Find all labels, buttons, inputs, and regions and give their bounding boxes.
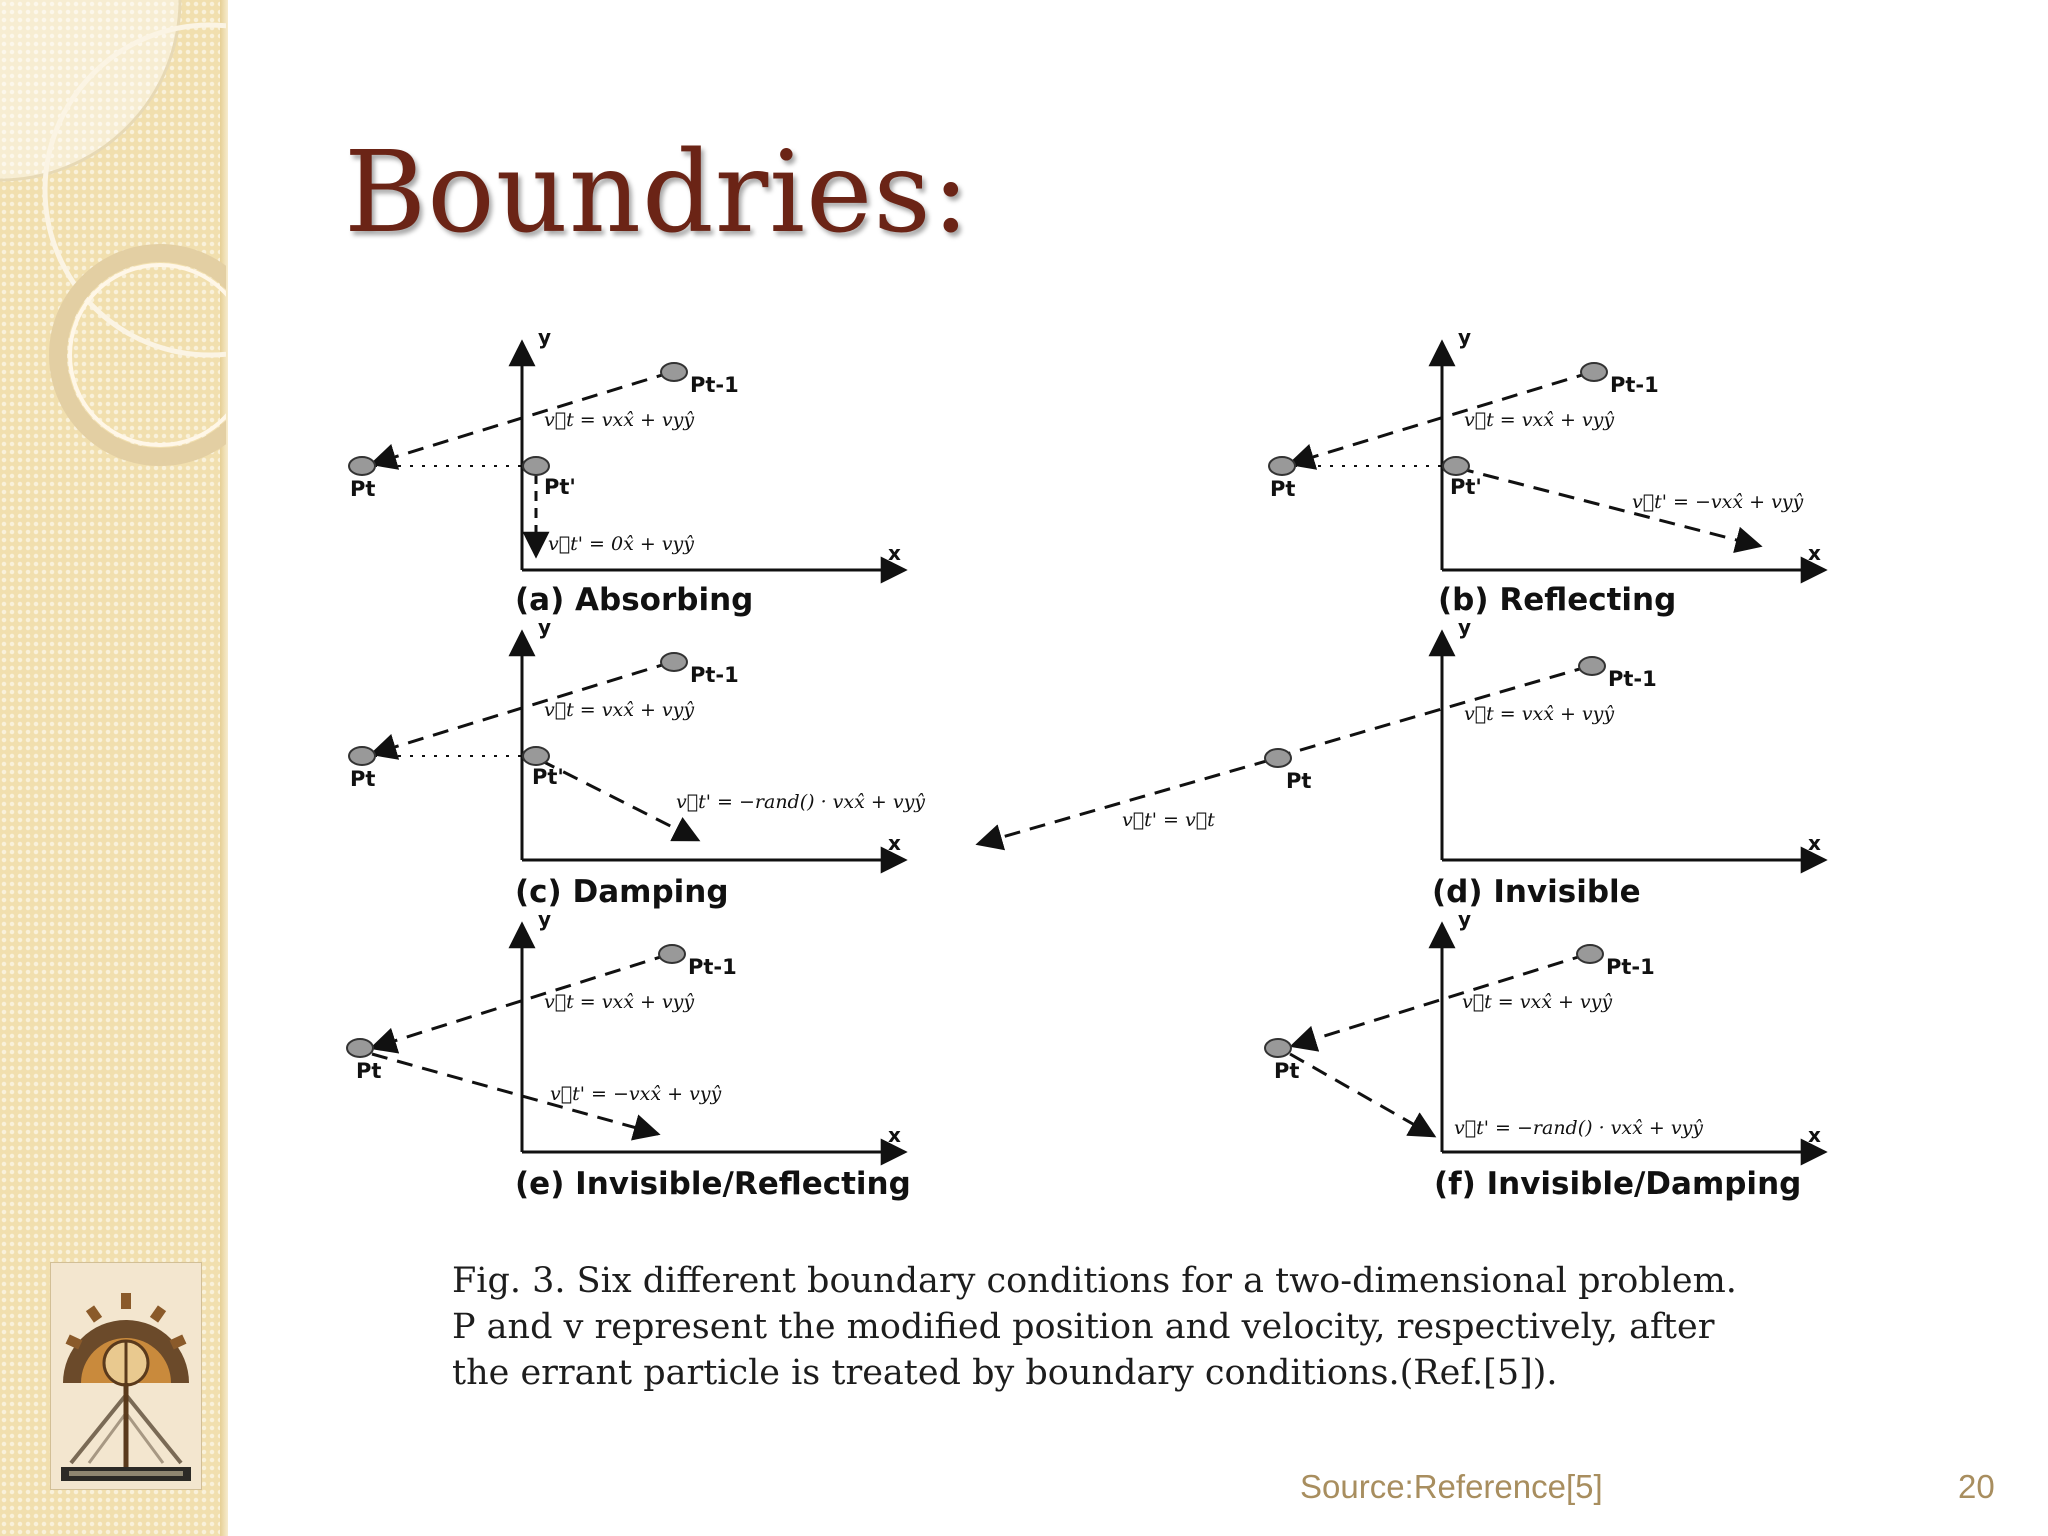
panel-label: (f) Invisible/Damping	[1434, 1166, 1802, 1202]
x-axis-label: x	[888, 1123, 901, 1147]
panel-reflecting	[1269, 325, 1825, 618]
label-p-prev: Pt-1	[690, 663, 739, 687]
equation-v-prime: v⃗t' = 0x̂ + vyŷ	[548, 533, 694, 555]
equation-v-t: v⃗t = vxx̂ + vyŷ	[1464, 703, 1615, 725]
panel-label: (c) Damping	[515, 874, 729, 910]
label-p-prev: Pt-1	[690, 373, 739, 397]
point-t-prime	[523, 457, 549, 475]
label-p-t: Pt	[1274, 1059, 1300, 1083]
panel-absorbing	[349, 325, 905, 618]
equation-v-prime: v⃗t' = −rand() · vxx̂ + vyŷ	[676, 791, 926, 813]
point-t	[1265, 749, 1291, 767]
point-t	[1265, 1039, 1291, 1057]
source-note: Source:Reference[5]	[1300, 1468, 1603, 1505]
point-prev	[661, 653, 687, 671]
y-axis-label: y	[1458, 615, 1472, 639]
label-p-prev: Pt-1	[1608, 667, 1657, 691]
panel-invisible-damping	[1265, 907, 1825, 1202]
label-p-t-prime: Pt'	[1450, 475, 1482, 499]
label-p-t: Pt	[356, 1059, 382, 1083]
equation-v-prime: v⃗t' = −vxx̂ + vyŷ	[550, 1083, 722, 1105]
x-axis-label: x	[1808, 831, 1821, 855]
equation-v-t: v⃗t = vxx̂ + vyŷ	[1462, 991, 1613, 1013]
equation-v-t: v⃗t = vxx̂ + vyŷ	[544, 991, 695, 1013]
point-t	[347, 1039, 373, 1057]
label-p-prev: Pt-1	[1610, 373, 1659, 397]
y-axis-label: y	[1458, 325, 1472, 349]
caption-line-2: P and v represent the modified position and velocity, respectively, after	[452, 1307, 1715, 1347]
caption-line-3: the errant particle is treated by boundary conditions.(Ref.[5]).	[452, 1353, 1558, 1393]
panel-label: (a) Absorbing	[515, 582, 754, 618]
point-t	[1269, 457, 1295, 475]
equation-v-t: v⃗t = vxx̂ + vyŷ	[1464, 409, 1615, 431]
label-p-t: Pt	[1286, 769, 1312, 793]
panel-damping	[349, 615, 925, 910]
equation-v-t: v⃗t = vxx̂ + vyŷ	[544, 699, 695, 721]
y-axis-label: y	[538, 325, 552, 349]
x-axis-label: x	[888, 831, 901, 855]
x-axis-label: x	[1808, 541, 1821, 565]
figure-caption	[452, 1258, 1852, 1396]
caption-line-1: Fig. 3. Six different boundary conditions for a two-dimensional problem.	[452, 1261, 1737, 1301]
panel-label: (d) Invisible	[1432, 874, 1641, 910]
y-axis-label: y	[1458, 907, 1472, 931]
label-p-prev: Pt-1	[688, 955, 737, 979]
equation-v-prime: v⃗t' = −vxx̂ + vyŷ	[1632, 491, 1804, 513]
velocity-arrow	[978, 760, 1270, 844]
label-p-t: Pt	[350, 767, 376, 791]
label-p-prev: Pt-1	[1606, 955, 1655, 979]
point-prev	[659, 945, 685, 963]
point-t	[349, 457, 375, 475]
point-t-prime	[523, 747, 549, 765]
slide-title: Boundries:	[344, 128, 971, 258]
point-prev	[1581, 363, 1607, 381]
equation-v-t: v⃗t = vxx̂ + vyŷ	[544, 409, 695, 431]
equation-v-prime: v⃗t' = v⃗t	[1122, 809, 1215, 831]
label-p-t-prime: Pt'	[532, 765, 564, 789]
panel-invisible-reflecting	[347, 907, 911, 1202]
point-prev	[1577, 945, 1603, 963]
label-p-t-prime: Pt'	[544, 475, 576, 499]
equation-v-prime: v⃗t' = −rand() · vxx̂ + vyŷ	[1454, 1117, 1704, 1139]
x-axis-label: x	[1808, 1123, 1821, 1147]
point-prev	[661, 363, 687, 381]
y-axis-label: y	[538, 615, 552, 639]
boundary-conditions-figure	[300, 320, 1880, 1220]
point-t-prime	[1443, 457, 1469, 475]
velocity-arrow	[1290, 1054, 1434, 1136]
point-prev	[1579, 657, 1605, 675]
page-number: 20	[1958, 1468, 1995, 1505]
panel-label: (e) Invisible/Reflecting	[515, 1166, 911, 1202]
label-p-t: Pt	[350, 477, 376, 501]
point-t	[349, 747, 375, 765]
label-p-t: Pt	[1270, 477, 1296, 501]
panel-invisible	[978, 615, 1825, 910]
logo-emblem-icon	[51, 1263, 201, 1489]
y-axis-label: y	[538, 907, 552, 931]
decorative-rings	[0, 0, 228, 520]
panel-label: (b) Reflecting	[1438, 582, 1677, 618]
x-axis-label: x	[888, 541, 901, 565]
university-logo	[50, 1262, 202, 1490]
